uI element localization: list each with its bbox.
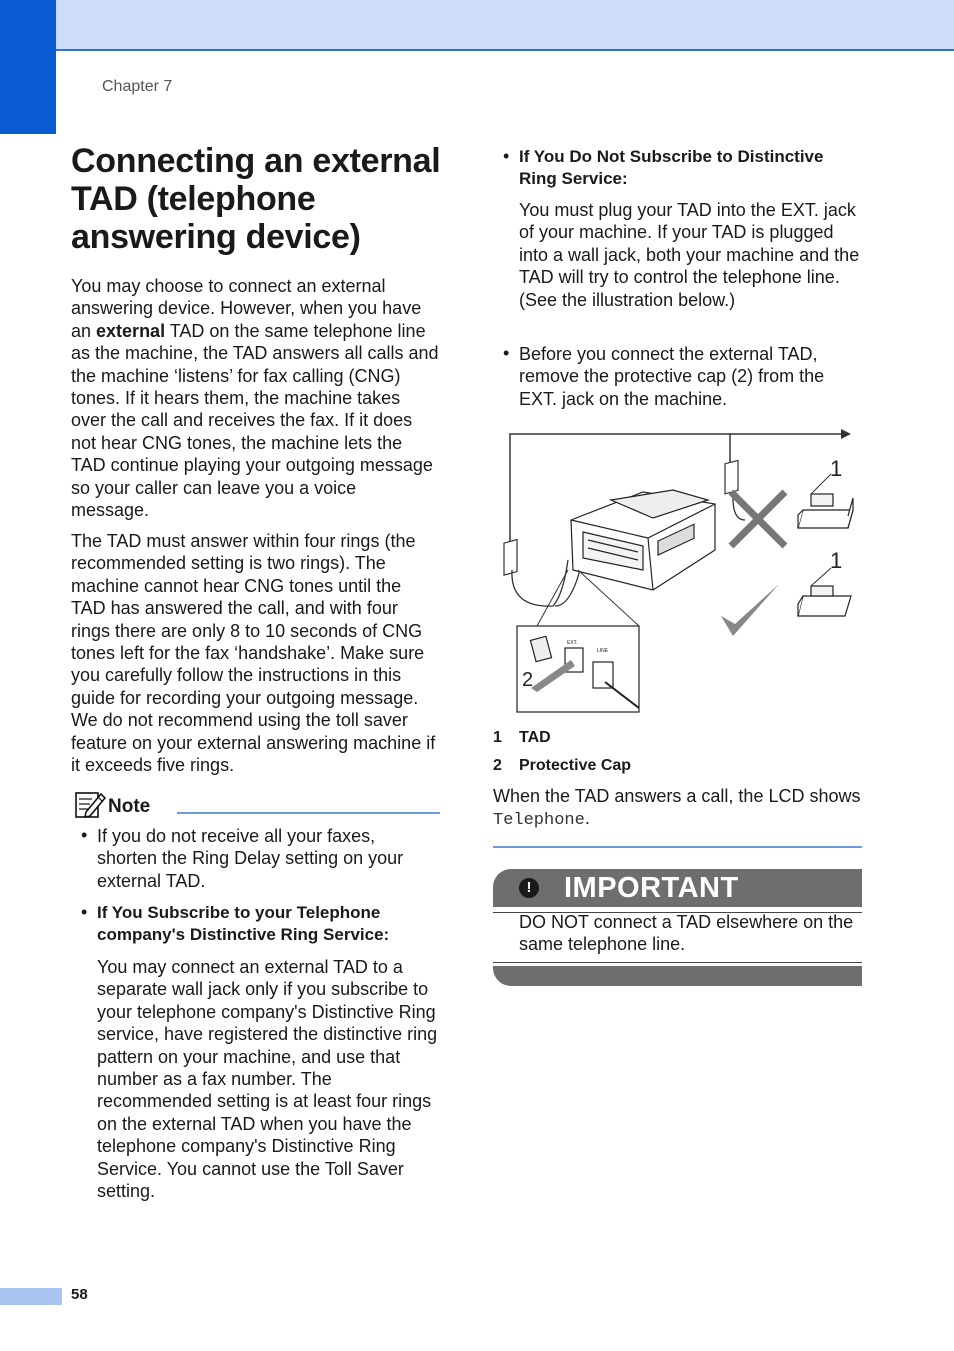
bullet-marker: • bbox=[503, 146, 510, 166]
note-header bbox=[74, 790, 440, 818]
chapter-tab bbox=[0, 0, 56, 134]
note-bullet-subscribe-heading: If You Subscribe to your Telephone company's Distinctive Ring Service: bbox=[97, 903, 390, 945]
important-rule-bottom bbox=[493, 962, 862, 963]
legend-item-cap: 2 Protective Cap bbox=[493, 757, 632, 774]
bullet-marker: • bbox=[81, 825, 88, 845]
no-subscribe-body: You must plug your TAD into the EXT. jack of your machine. If your TAD is plugged into a wall jack, both your machine and the TAD will try to control the telephone line. (See the illustration below.) bbox=[519, 200, 860, 310]
page-title: Connecting an external TAD (telephone answering device) bbox=[71, 142, 441, 256]
page-number-tab bbox=[0, 1288, 62, 1305]
no-subscribe-heading: If You Do Not Subscribe to Distinctive Ring Service: bbox=[519, 147, 824, 189]
callout-1-bottom: 1 bbox=[830, 548, 843, 573]
connection-illustration bbox=[493, 420, 863, 715]
lcd-message: Telephone bbox=[493, 811, 585, 831]
legend-item-tad: 1 TAD bbox=[493, 729, 551, 746]
bullet-marker: • bbox=[503, 343, 510, 363]
important-text: DO NOT connect a TAD elsewhere on the same telephone line. bbox=[519, 912, 854, 955]
intro-paragraph: You may choose to connect an external answering device. However, when you have an external TAD on the same telephone line as the machine, the TAD answers all calls and the machine ‘listens’ for fax calling (CNG) tones. If it hears them, the machine takes over the call and receives the fax. If it does not hear CNG tones, the machine lets the TAD continue playing your outgoing message so your caller can leave you a voice message. bbox=[71, 276, 439, 521]
inset-line-label: LINE bbox=[597, 648, 609, 654]
inset-ext-label: EXT. bbox=[567, 640, 578, 646]
note-bullet-subscribe-body: You may connect an external TAD to a separate wall jack only if you subscribe to your telephone company's Distinctive Ring service, have registered the distinctive ring pattern on your machine, and use that number as a fax number. The recommended setting is at least four rings on the external TAD when you have the telephone company's Distinctive Ring Service. You cannot use the Toll Saver setting. bbox=[97, 957, 438, 1202]
rings-paragraph: The TAD must answer within four rings (the recommended setting is two rings). The machine cannot hear CNG tones until the TAD has answered the call, and with four rings there are only 8 to 10 seconds of CNG tones left for the fax ‘handshake’. Make sure you carefully follow the instructions in this guide for recording your outgoing message. We do not recommend using the toll saver feature on your external answering machine if it exceeds five rings. bbox=[71, 531, 436, 776]
note-bullet-ring-delay: If you do not receive all your faxes, shorten the Ring Delay setting on your external TAD. bbox=[97, 826, 404, 891]
correct-check-mark bbox=[721, 584, 779, 636]
tad-device-top bbox=[798, 494, 853, 528]
important-label: IMPORTANT bbox=[564, 872, 739, 904]
exclamation-icon: ! bbox=[519, 878, 539, 898]
note-divider bbox=[177, 812, 440, 814]
callout-1-top: 1 bbox=[830, 456, 843, 481]
wall-jack-left bbox=[504, 540, 517, 575]
tad-device-bottom bbox=[798, 586, 851, 616]
fax-machine-drawing bbox=[571, 490, 715, 590]
important-header bbox=[493, 869, 862, 907]
callout-2: 2 bbox=[522, 669, 534, 691]
header-bar bbox=[0, 0, 954, 51]
remove-cap-bullet: Before you connect the external TAD, remove the protective cap (2) from the EXT. jack on the machine. bbox=[519, 344, 825, 409]
note-label: Note bbox=[108, 796, 151, 817]
page-number: 58 bbox=[71, 1286, 88, 1303]
wall-jack-right bbox=[725, 460, 738, 493]
bullet-marker: • bbox=[81, 902, 88, 922]
note-pencil-icon bbox=[74, 790, 106, 820]
chapter-label: Chapter 7 bbox=[102, 78, 173, 95]
lcd-paragraph: When the TAD answers a call, the LCD shows Telephone. bbox=[493, 786, 861, 831]
section-divider bbox=[493, 846, 862, 848]
important-footer bbox=[493, 966, 862, 986]
